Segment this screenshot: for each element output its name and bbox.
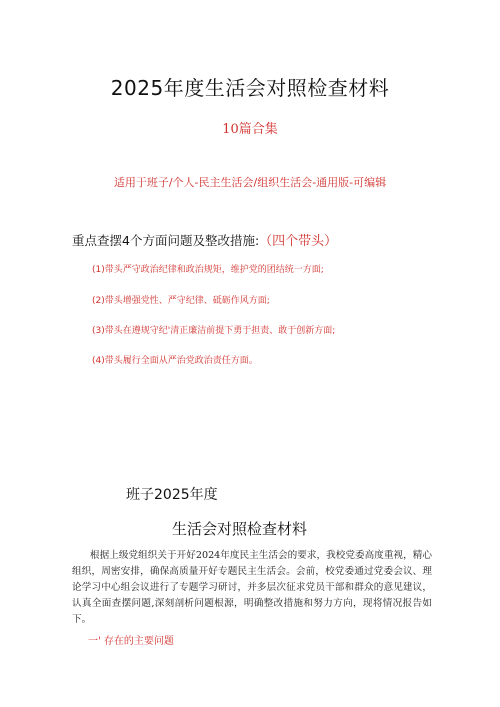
focus-item-4: (4)带头履行全面从严治党政治责任方面。 [92, 356, 258, 366]
focus-item-1: (1)带头严守政治纪律和政治规矩，维护党的团结统一方面; [92, 265, 324, 275]
material-title: 生活会对照检查材料 [172, 520, 308, 538]
applicability-note: 适用于班子/个人-民主生活会/组织生活会-通用版-可编辑 [113, 176, 387, 189]
team-title: 班子2025年度 [126, 487, 218, 503]
focus-item-3: (3)带头在遵规守纪'清正廉洁前提下勇于担责、敢于创新方面; [92, 326, 336, 336]
focus-paren: （四个带头） [259, 234, 338, 249]
body-paragraph: 根据上级党组织关于开好2024年度民主生活会的要求，我校党委高度重视，精心组织，周密安排，确保高质量开好专题民主生活会。会前，校党委通过党委会议、理论学习中心组会议进行了专题学习研讨，并多层次征求党员干部和群众的意见建议，认真全面查摆问题,深刻剖析问题根源，明确整改措施和努力方向，现将情况报告如下。 [72, 550, 432, 625]
focus-heading: 重点查摆4个方面问题及整改措施: [72, 233, 260, 248]
focus-item-2: (2)带头增强党性、严守纪律、砥砺作风方面; [92, 296, 270, 306]
document-title: 2025年度生活会对照检查材料 [110, 76, 390, 100]
focus-heading-line [72, 230, 337, 249]
document-subtitle: 10篇合集 [222, 122, 278, 137]
section-heading: 一' 存在的主要问题 [88, 636, 174, 647]
